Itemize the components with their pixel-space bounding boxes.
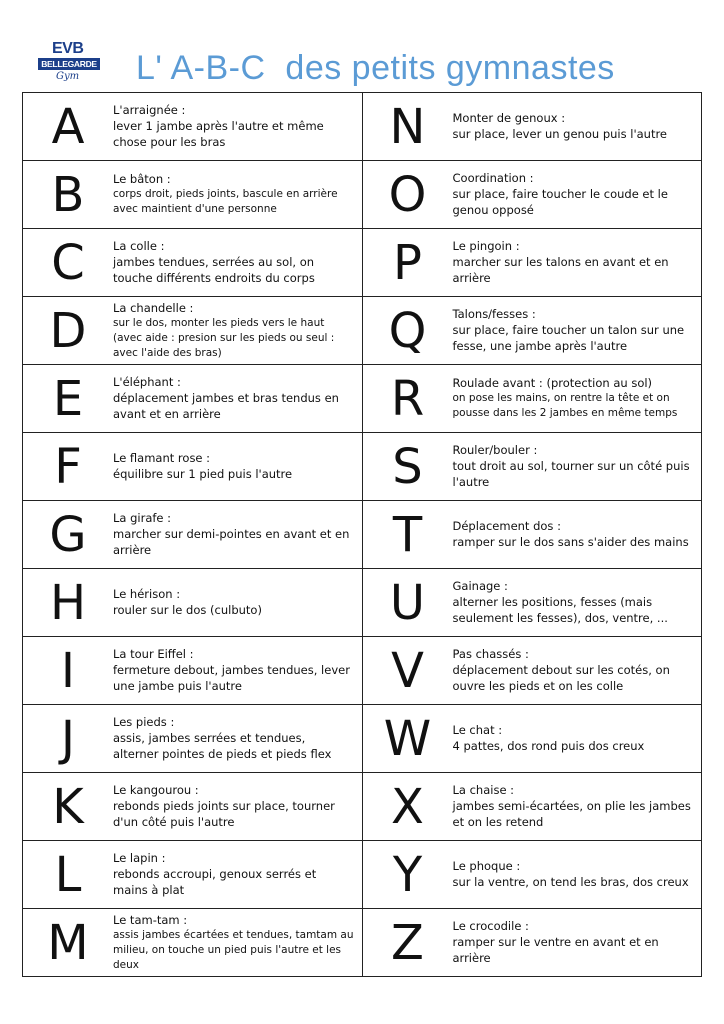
exercise-title: La colle : [113, 239, 165, 253]
exercise-description: jambes semi-écartées, on plie les jambes et on les retend [452, 799, 691, 829]
exercise-description: rouler sur le dos (culbuto) [113, 603, 262, 617]
exercise-entry [23, 161, 362, 228]
exercise-text [113, 511, 362, 558]
table-row [23, 433, 702, 501]
exercise-entry [23, 637, 362, 704]
exercise-title: Rouler/bouler : [452, 443, 538, 457]
exercise-entry [23, 705, 362, 772]
exercise-text [113, 715, 362, 762]
letter: G [49, 506, 87, 563]
exercise-text [113, 172, 362, 217]
table-row [23, 909, 702, 977]
exercise-cell [362, 297, 702, 365]
exercise-title: L'éléphant : [113, 375, 181, 389]
exercise-title: Le pingoin : [452, 239, 520, 253]
exercise-text [113, 451, 362, 482]
exercise-description: sur la ventre, on tend les bras, dos creux [452, 875, 689, 889]
exercise-cell [23, 841, 363, 909]
letter: Z [391, 914, 424, 971]
exercise-cell [362, 773, 702, 841]
exercise-text [113, 913, 362, 973]
table-row [23, 297, 702, 365]
letter: U [389, 574, 426, 631]
exercise-text [113, 851, 362, 898]
exercise-text [453, 111, 702, 142]
letter: D [49, 302, 87, 359]
exercise-title: Le lapin : [113, 851, 166, 865]
letter: C [51, 234, 85, 291]
letter: H [49, 574, 87, 631]
exercise-text [113, 647, 362, 694]
exercise-cell [23, 433, 363, 501]
table-row [23, 93, 702, 161]
letter: W [383, 710, 432, 767]
page-title: L' A-B-C des petits gymnastes [136, 49, 615, 87]
exercise-description: marcher sur les talons en avant et en arrière [452, 255, 669, 285]
exercise-title: Le phoque : [452, 859, 521, 873]
exercise-entry [363, 637, 702, 704]
exercise-entry [363, 93, 702, 160]
exercise-description: tout droit au sol, tourner sur un côté puis l'autre [452, 459, 690, 489]
exercise-cell [362, 569, 702, 637]
letter: X [391, 778, 424, 835]
exercise-entry [363, 569, 702, 636]
exercise-title: Talons/fesses : [452, 307, 536, 321]
exercise-cell [362, 841, 702, 909]
logo-gym-text: Gym [56, 71, 80, 82]
exercise-text [453, 443, 702, 490]
exercise-entry [363, 773, 702, 840]
exercise-title: La tour Eiffel : [113, 647, 194, 661]
exercise-cell [362, 705, 702, 773]
exercise-title: Gainage : [452, 579, 508, 593]
exercise-description: sur place, lever un genou puis l'autre [452, 127, 668, 141]
exercise-description: équilibre sur 1 pied puis l'autre [113, 467, 293, 481]
exercise-entry [363, 501, 702, 568]
exercise-title: Le hérison : [113, 587, 181, 601]
exercise-cell [362, 637, 702, 705]
exercise-title: Le kangourou : [113, 783, 199, 797]
exercise-description: alterner les positions, fesses (mais seulement les fesses), dos, ventre, ... [452, 595, 668, 625]
exercise-entry [363, 297, 702, 364]
letter: S [392, 438, 423, 495]
exercise-cell [23, 501, 363, 569]
exercise-description: rebonds accroupi, genoux serrés et mains à plat [113, 867, 317, 897]
exercise-description: ramper sur le ventre en avant et en arrière [452, 935, 659, 965]
exercise-text [453, 783, 702, 830]
letter: L [54, 846, 82, 903]
letter: T [392, 506, 423, 563]
exercise-cell [23, 569, 363, 637]
exercise-entry [23, 365, 362, 432]
exercise-title: Monter de genoux : [452, 111, 566, 125]
exercise-cell [23, 93, 363, 161]
exercise-title: La chandelle : [113, 300, 194, 315]
letter: V [391, 642, 424, 699]
exercise-cell [362, 433, 702, 501]
exercise-text [453, 307, 702, 354]
exercise-title: Le tam-tam : [113, 912, 188, 927]
exercise-cell [23, 229, 363, 297]
exercise-entry [23, 93, 362, 160]
exercise-title: Le crocodile : [452, 919, 529, 933]
letter: K [52, 778, 84, 835]
exercise-cell [23, 161, 363, 229]
exercise-entry [363, 909, 702, 976]
exercise-entry [23, 297, 362, 364]
letter: F [54, 438, 82, 495]
table-row [23, 229, 702, 297]
exercise-entry [23, 569, 362, 636]
exercise-cell [362, 365, 702, 433]
logo-evb-text: EVB [52, 40, 84, 57]
exercise-text [453, 579, 702, 626]
exercise-description: ramper sur le dos sans s'aider des mains [452, 535, 689, 549]
letter: N [389, 98, 426, 155]
exercise-entry [363, 161, 702, 228]
exercise-description: marcher sur demi-pointes en avant et en arrière [113, 527, 350, 557]
exercise-cell [23, 297, 363, 365]
exercise-description: sur le dos, monter les pieds vers le haut (avec aide : presion sur les pieds ou seul : avec l'aide des bras) [113, 316, 335, 359]
exercise-description: jambes tendues, serrées au sol, on touche différents endroits du corps [113, 255, 315, 285]
exercise-description: rebonds pieds joints sur place, tourner d'un côté puis l'autre [113, 799, 335, 829]
exercise-text [113, 375, 362, 422]
exercise-title: Les pieds : [113, 715, 175, 729]
exercise-text [453, 859, 702, 890]
exercise-cell [362, 501, 702, 569]
exercise-title: Pas chassés : [452, 647, 529, 661]
letter: O [388, 166, 427, 223]
exercise-title: Coordination : [452, 171, 534, 185]
table-row [23, 637, 702, 705]
exercise-entry [363, 433, 702, 500]
exercise-entry [23, 773, 362, 840]
exercise-text [453, 171, 702, 218]
letter: Q [388, 302, 427, 359]
exercise-title: Déplacement dos : [452, 519, 561, 533]
exercise-text [113, 103, 362, 150]
exercise-description: assis, jambes serrées et tendues, alterner pointes de pieds et pieds flex [113, 731, 332, 761]
exercise-cell [23, 773, 363, 841]
exercise-entry [363, 229, 702, 296]
exercise-text [453, 919, 702, 966]
exercise-description: assis jambes écartées et tendues, tamtam au milieu, on touche un pied puis l'autre et les deux [113, 928, 354, 971]
exercise-text [113, 783, 362, 830]
table-row [23, 501, 702, 569]
exercise-title: Le flamant rose : [113, 451, 211, 465]
exercise-entry [363, 841, 702, 908]
alphabet-table [22, 92, 702, 977]
exercise-text [453, 647, 702, 694]
exercise-description: 4 pattes, dos rond puis dos creux [452, 739, 645, 753]
exercise-description: fermeture debout, jambes tendues, lever une jambe puis l'autre [113, 663, 350, 693]
exercise-text [113, 239, 362, 286]
logo-band-text: BELLEGARDE [38, 58, 100, 70]
exercise-text [453, 376, 702, 421]
exercise-description: sur place, faire toucher le coude et le genou opposé [452, 187, 668, 217]
exercise-text [453, 723, 702, 754]
exercise-description: lever 1 jambe après l'autre et même chose pour les bras [113, 119, 324, 149]
letter: B [51, 166, 85, 223]
exercise-title: L'arraignée : [113, 103, 186, 117]
exercise-description: déplacement jambes et bras tendus en avant et en arrière [113, 391, 339, 421]
exercise-title: La chaise : [452, 783, 515, 797]
exercise-title: Le bâton : [113, 172, 171, 186]
table-row [23, 161, 702, 229]
table-row [23, 841, 702, 909]
exercise-description: corps droit, pieds joints, bascule en arrière avec maintient d'une personne [113, 188, 338, 215]
letter: R [390, 370, 425, 427]
exercise-title: Roulade avant : (protection au sol) [452, 376, 653, 390]
table-row [23, 569, 702, 637]
letter: E [52, 370, 84, 427]
table-row [23, 773, 702, 841]
exercise-text [113, 587, 362, 618]
exercise-description: on pose les mains, on rentre la tête et on pousse dans les 2 jambes en même temps [452, 392, 678, 419]
letter: Y [392, 846, 423, 903]
exercise-cell [362, 161, 702, 229]
exercise-entry [23, 229, 362, 296]
exercise-cell [362, 93, 702, 161]
exercise-description: sur place, faire toucher un talon sur une fesse, une jambe après l'autre [452, 323, 685, 353]
exercise-cell [23, 365, 363, 433]
exercise-entry [23, 909, 362, 976]
exercise-title: La girafe : [113, 511, 172, 525]
exercise-entry [23, 841, 362, 908]
club-logo [38, 40, 102, 88]
table-row [23, 705, 702, 773]
exercise-cell [23, 909, 363, 977]
exercise-entry [23, 433, 362, 500]
exercise-cell [362, 229, 702, 297]
letter: P [393, 234, 422, 291]
exercise-cell [23, 705, 363, 773]
exercise-text [113, 301, 362, 361]
exercise-entry [23, 501, 362, 568]
exercise-description: déplacement debout sur les cotés, on ouvre les pieds et on les colle [452, 663, 670, 693]
letter: A [51, 98, 85, 155]
exercise-cell [23, 637, 363, 705]
exercise-title: Le chat : [452, 723, 503, 737]
letter: J [60, 710, 76, 767]
exercise-entry [363, 365, 702, 432]
exercise-cell [362, 909, 702, 977]
exercise-text [453, 519, 702, 550]
letter: I [60, 642, 76, 699]
table-row [23, 365, 702, 433]
letter: M [47, 914, 89, 971]
exercise-entry [363, 705, 702, 772]
exercise-text [453, 239, 702, 286]
